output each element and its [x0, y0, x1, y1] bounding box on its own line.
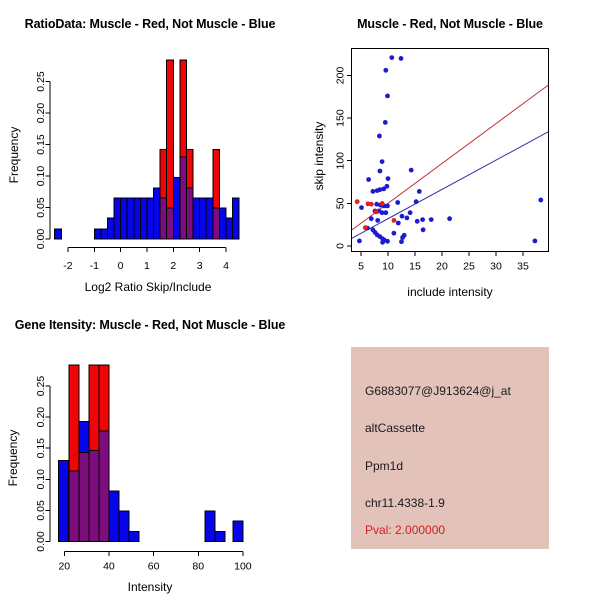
- y-tick-label: 0.10: [35, 165, 47, 187]
- scatter-xlabel: include intensity: [407, 285, 493, 299]
- hist-bar-blue: [219, 208, 226, 239]
- scatter-point-blue: [386, 176, 391, 181]
- scatter-point-blue: [383, 120, 388, 125]
- scatter-point-blue: [357, 239, 362, 244]
- scatter-point-blue: [377, 134, 382, 139]
- scatter-point-blue: [402, 233, 407, 238]
- y-tick-label: 0.15: [35, 134, 47, 155]
- y-tick-label: 150: [334, 109, 347, 127]
- scatter-point-red: [392, 218, 397, 223]
- y-tick-label: 100: [334, 151, 347, 170]
- hist-bar-blue: [127, 198, 134, 239]
- pval-text: Pval: 2.000000: [365, 523, 446, 537]
- scatter-point-blue: [429, 217, 434, 222]
- scatter-point-blue: [396, 221, 401, 226]
- y-tick-label: 0: [334, 243, 347, 249]
- hist-bar-blue: [114, 198, 121, 239]
- y-tick-label: 0.20: [35, 406, 47, 428]
- scatter-point-blue: [385, 94, 390, 99]
- regression-line-red: [352, 85, 549, 230]
- x-tick-label: 20: [58, 560, 71, 573]
- scatter-point-blue: [409, 168, 414, 173]
- ratio-hist-title: RatioData: Muscle - Red, Not Muscle - Blue: [24, 17, 276, 31]
- gene-histogram-chart: [0, 300, 300, 600]
- scatter-point-blue: [383, 210, 388, 215]
- hist-bar-blue: [215, 532, 225, 542]
- x-tick-label: 2: [170, 260, 177, 272]
- hist-bar-blue: [119, 511, 129, 542]
- y-tick-label: 0.05: [35, 500, 48, 521]
- scatter-point-blue: [385, 239, 390, 244]
- x-tick-label: 4: [223, 260, 229, 272]
- hist-bar-blue: [147, 198, 154, 239]
- scatter-point-blue: [399, 56, 404, 61]
- x-tick-label: 10: [382, 260, 394, 273]
- hist-bar-overlap: [167, 208, 174, 239]
- x-tick-label: 35: [517, 260, 529, 273]
- y-tick-label: 0.05: [35, 197, 47, 218]
- x-tick-label: 5: [358, 260, 364, 273]
- scatter-point-red: [369, 202, 374, 207]
- scatter-point-blue: [359, 205, 364, 210]
- scatter-point-blue: [447, 216, 452, 221]
- probe-id-text: G6883077@J913624@j_at: [365, 384, 511, 398]
- x-tick-label: 30: [490, 260, 502, 273]
- gene-hist-title: Gene Itensity: Muscle - Red, Not Muscle - Blue: [14, 318, 286, 332]
- gene-hist-ylabel: Frequency: [6, 429, 20, 487]
- scatter-point-blue: [369, 216, 374, 221]
- hist-bar-blue: [193, 198, 200, 239]
- hist-bar-blue: [206, 198, 213, 239]
- y-tick-label: 0.15: [35, 437, 47, 459]
- hist-bar-overlap: [69, 471, 79, 541]
- scatter-point-blue: [400, 214, 405, 219]
- scatter-point-blue: [378, 169, 383, 174]
- hist-bar-overlap: [213, 208, 220, 239]
- hist-bar-overlap: [89, 451, 99, 542]
- x-tick-label: 40: [103, 560, 115, 573]
- scatter-point-blue: [408, 210, 413, 215]
- scatter-point-blue: [385, 184, 390, 189]
- x-tick-label: 1: [144, 260, 150, 272]
- ratio-hist-xlabel: Log2 Ratio Skip/Include: [84, 280, 212, 294]
- hist-bar-blue: [154, 188, 161, 239]
- hist-bar-blue: [200, 198, 207, 239]
- hist-bar-blue: [134, 198, 141, 239]
- plot-box: [352, 48, 549, 251]
- scatter-point-blue: [399, 239, 404, 244]
- gene-name-text: Ppm1d: [365, 459, 404, 473]
- x-tick-label: 15: [409, 260, 421, 273]
- scatter-title: Muscle - Red, Not Muscle - Blue: [357, 17, 543, 31]
- hist-bar-overlap: [180, 157, 187, 239]
- hist-bar-blue: [129, 532, 139, 542]
- chromosome-text: chr11.4338-1.9: [365, 496, 445, 510]
- y-tick-label: 0.10: [35, 469, 47, 490]
- y-tick-label: 0.00: [35, 228, 47, 250]
- hist-bar-blue: [94, 229, 101, 239]
- scatter-point-blue: [371, 189, 376, 194]
- scatter-point-blue: [421, 227, 426, 232]
- hist-bar-overlap: [187, 188, 194, 239]
- hist-bar-blue: [205, 511, 215, 542]
- scatter-point-blue: [389, 55, 394, 60]
- ratio-histogram-chart: [0, 0, 300, 300]
- gene-info-panel: [351, 347, 549, 549]
- hist-bar-blue: [173, 177, 180, 239]
- x-tick-label: 80: [192, 560, 205, 573]
- scatter-point-blue: [380, 240, 385, 245]
- scatter-point-red: [374, 210, 379, 215]
- scatter-point-blue: [415, 219, 420, 224]
- hist-bar-blue: [55, 229, 62, 239]
- scatter-point-blue: [405, 216, 410, 221]
- scatter-point-blue: [380, 159, 385, 164]
- scatter-point-blue: [538, 198, 543, 203]
- x-tick-label: -2: [63, 260, 73, 272]
- hist-bar-blue: [233, 198, 240, 239]
- ratio-hist-ylabel: Frequency: [7, 126, 21, 184]
- scatter-point-blue: [417, 189, 422, 194]
- x-tick-label: 100: [234, 560, 252, 573]
- y-tick-label: 0.25: [35, 375, 47, 397]
- x-tick-label: 60: [147, 560, 160, 573]
- x-tick-label: 20: [436, 260, 448, 273]
- intensity-scatter-chart: [300, 0, 600, 300]
- y-tick-label: 200: [334, 66, 347, 85]
- x-tick-label: 3: [196, 260, 203, 272]
- scatter-point-blue: [375, 218, 380, 223]
- hist-bar-blue: [59, 461, 69, 542]
- scatter-point-blue: [385, 204, 390, 209]
- scatter-point-blue: [533, 239, 538, 244]
- splice-type-text: altCassette: [365, 421, 426, 435]
- scatter-point-red: [363, 225, 368, 230]
- hist-bar-blue: [226, 218, 233, 239]
- hist-bar-blue: [101, 229, 108, 239]
- gene-hist-xlabel: Intensity: [127, 580, 173, 594]
- hist-bar-overlap: [79, 453, 89, 542]
- scatter-point-blue: [414, 199, 419, 204]
- x-tick-label: 25: [463, 260, 475, 273]
- scatter-point-blue: [395, 200, 400, 205]
- hist-bar-overlap: [99, 431, 109, 542]
- scatter-ylabel: skip intensity: [312, 121, 326, 191]
- y-tick-label: 50: [334, 197, 347, 210]
- scatter-point-blue: [383, 68, 388, 73]
- scatter-point-red: [355, 199, 360, 204]
- x-tick-label: 0: [117, 260, 124, 272]
- x-tick-label: -1: [89, 260, 99, 272]
- scatter-point-blue: [420, 217, 425, 222]
- y-tick-label: 0.20: [35, 102, 47, 124]
- hist-bar-blue: [109, 491, 119, 541]
- hist-bar-blue: [140, 198, 147, 239]
- hist-bar-blue: [107, 218, 114, 239]
- regression-line-blue: [352, 132, 549, 239]
- hist-bar-blue: [121, 198, 128, 239]
- scatter-point-red: [380, 201, 385, 206]
- y-tick-label: 0.25: [35, 71, 47, 92]
- scatter-point-blue: [366, 177, 371, 182]
- hist-bar-overlap: [160, 198, 167, 239]
- y-tick-label: 0.00: [35, 531, 47, 552]
- hist-bar-blue: [233, 521, 243, 542]
- scatter-point-blue: [392, 231, 397, 236]
